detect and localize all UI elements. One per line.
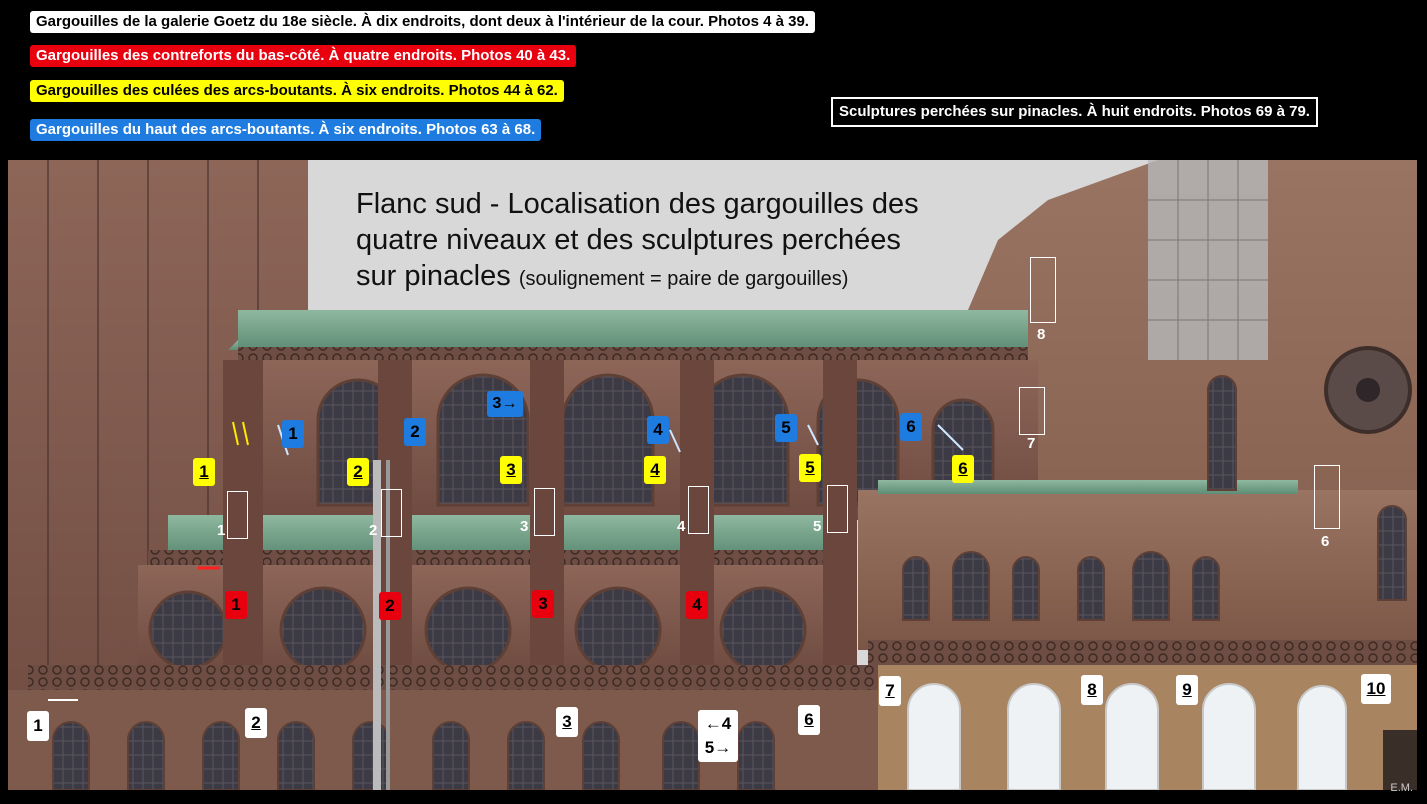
white-marker-6: 6 [798, 705, 820, 735]
pinnacle-label-3: 3 [520, 518, 529, 535]
pinnacle-label-7: 7 [1027, 435, 1036, 452]
red-marker-3: 3 [532, 590, 554, 618]
white-marker-8: 8 [1081, 675, 1103, 705]
pinnacle-box-8 [1030, 257, 1056, 323]
white-marker-4-5: ←4 5→ [698, 710, 738, 762]
blue-marker-4: 4 [647, 416, 669, 444]
pinnacle-label-2: 2 [369, 522, 378, 539]
blue-marker-3-arrow: 3→ [487, 391, 523, 417]
yellow-marker-2: 2 [347, 458, 369, 486]
pinnacle-box-5 [827, 485, 848, 533]
yellow-marker-4: 4 [644, 456, 666, 484]
pinnacle-label-6: 6 [1321, 533, 1330, 550]
red-marker-4: 4 [686, 591, 708, 619]
pinnacle-label-1: 1 [217, 522, 226, 539]
pinnacle-box-1 [227, 491, 248, 539]
white-marker-7: 7 [879, 676, 901, 706]
yellow-marker-3: 3 [500, 456, 522, 484]
yellow-marker-6: 6 [952, 455, 974, 483]
blue-marker-6: 6 [900, 413, 922, 441]
white-marker-10: 10 [1361, 674, 1391, 704]
legend-contreforts: Gargouilles des contreforts du bas-côté. À quatre endroits. Photos 40 à 43. [30, 45, 576, 67]
pinnacle-box-4 [688, 486, 709, 534]
legend-sculptures: Sculptures perchées sur pinacles. À huit endroits. Photos 69 à 79. [831, 97, 1318, 127]
legend-haut: Gargouilles du haut des arcs-boutants. À six endroits. Photos 63 à 68. [30, 119, 541, 141]
white-marker-1: 1 [27, 711, 49, 741]
pinnacle-label-8: 8 [1037, 326, 1046, 343]
legend-goetz: Gargouilles de la galerie Goetz du 18e siècle. À dix endroits, dont deux à l'intérieur de la cour. Photos 4 à 39. [30, 11, 815, 33]
blue-marker-2: 2 [404, 418, 426, 446]
photo-credit: E.M. [1390, 782, 1413, 794]
yellow-marker-1: 1 [193, 458, 215, 486]
pinnacle-box-2 [381, 489, 402, 537]
pinnacle-box-3 [534, 488, 555, 536]
white-marker-9: 9 [1176, 675, 1198, 705]
pinnacle-label-4: 4 [677, 518, 686, 535]
blue-marker-1: 1 [282, 420, 304, 448]
title-line-2: quatre niveaux et des sculptures perchées [356, 224, 901, 256]
white-marker-3: 3 [556, 707, 578, 737]
blue-marker-5: 5 [775, 414, 797, 442]
title-subtitle: (soulignement = paire de gargouilles) [518, 268, 849, 290]
figure-title [356, 186, 919, 297]
title-line-3: sur pinacles [356, 260, 511, 292]
yellow-marker-5: 5 [799, 454, 821, 482]
title-line-1: Flanc sud - Localisation des gargouilles des [356, 188, 919, 220]
white-marker-2: 2 [245, 708, 267, 738]
legend-culees: Gargouilles des culées des arcs-boutants. À six endroits. Photos 44 à 62. [30, 80, 564, 102]
pinnacle-label-5: 5 [813, 518, 822, 535]
red-marker-2: 2 [379, 592, 401, 620]
red-marker-1: 1 [225, 591, 247, 619]
pinnacle-box-7 [1019, 387, 1045, 435]
pinnacle-box-6 [1314, 465, 1340, 529]
